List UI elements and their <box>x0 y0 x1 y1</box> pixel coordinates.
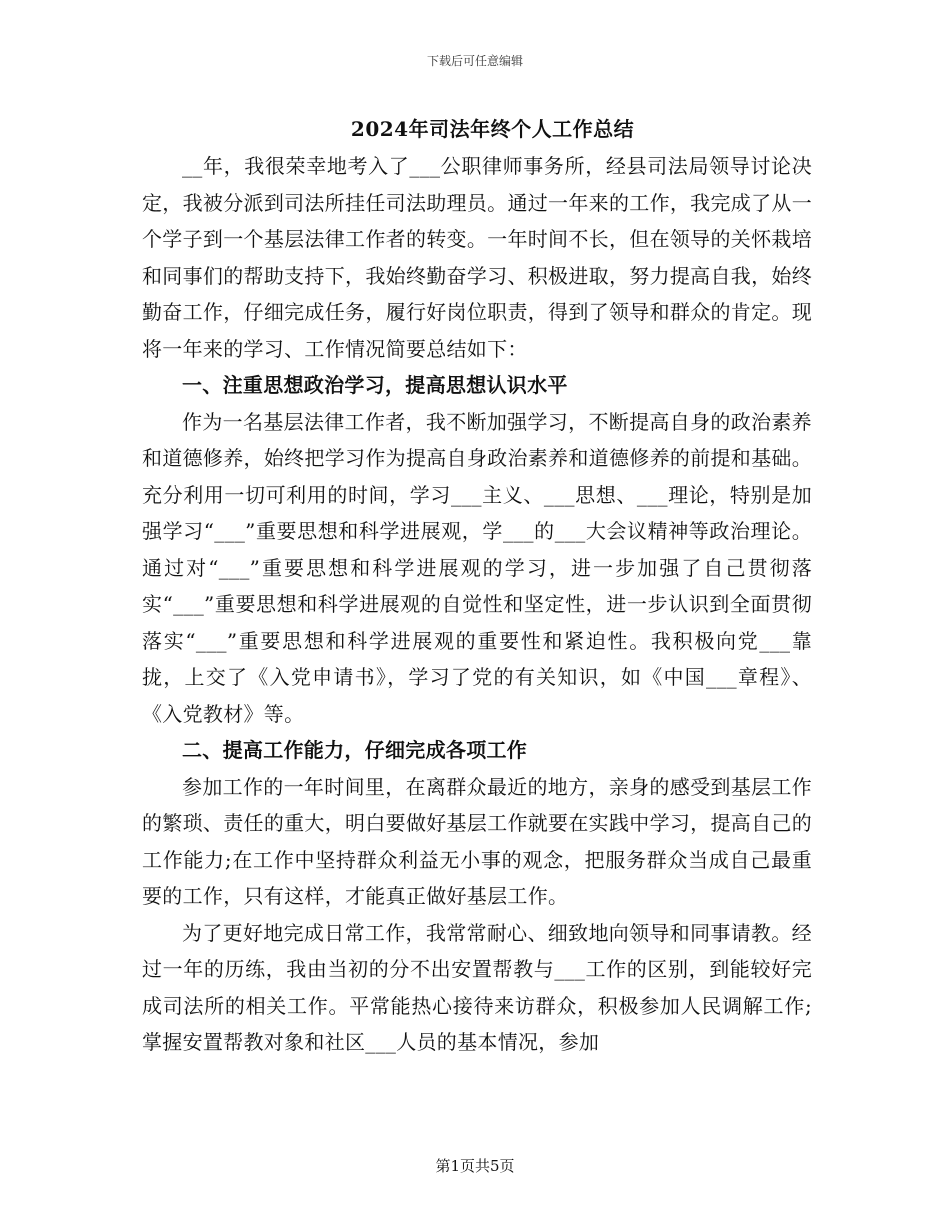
paragraph-work-ability: 参加工作的一年时间里，在离群众最近的地方，亲身的感受到基层工作的繁琐、责任的重大，明白要做好基层工作就要在实践中学习，提高自己的工作能力;在工作中坚持群众利益无小事的观念，把服务群众当成自己最重要的工作，只有这样，才能真正做好基层工作。 <box>142 774 812 908</box>
document-body <box>142 148 812 1061</box>
section-heading-1: 一、注重思想政治学习，提高思想认识水平 <box>182 373 568 397</box>
section-heading-2: 二、提高工作能力，仔细完成各项工作 <box>182 738 528 762</box>
paragraph-daily-work: 为了更好地完成日常工作，我常常耐心、细致地向领导和同事请教。经过一年的历练，我由当初的分不出安置帮教与___工作的区别，到能较好完成司法所的相关工作。平常能热心接待来访群众，积极参加人民调解工作;掌握安置帮教对象和社区___人员的基本情况，参加 <box>142 920 812 1054</box>
paragraph-intro: __年，我很荣幸地考入了___公职律师事务所，经县司法局领导讨论决定，我被分派到司法所挂任司法助理员。通过一年来的工作，我完成了从一个学子到一个基层法律工作者的转变。一年时间不长，但在领导的关怀栽培和同事们的帮助支持下，我始终勤奋学习、积极进取，努力提高自我，始终勤奋工作，仔细完成任务，履行好岗位职责，得到了领导和群众的肯定。现将一年来的学习、工作情况简要总结如下： <box>142 154 812 361</box>
header-note: 下载后可任意编辑 <box>426 54 523 68</box>
document-title: 2024年司法年终个人工作总结 <box>350 117 635 141</box>
page-number-footer: 第1页共5页 <box>435 1157 515 1175</box>
paragraph-political-study: 作为一名基层法律工作者，我不断加强学习，不断提高自身的政治素养和道德修养，始终把学习作为提高自身政治素养和道德修养的前提和基础。充分利用一切可利用的时间，学习___主义、___思想、___理论，特别是加强学习“___”重要思想和科学进展观，学___的___大会议精神等政治理论。通过对“___”重要思想和科学进展观的学习，进一步加强了自己贯彻落实“___”重要思想和科学进展观的自觉性和坚定性，进一步认识到全面贯彻落实“___”重要思想和科学进展观的重要性和紧迫性。我积极向党___靠拢，上交了《入党申请书》，学习了党的有关知识，如《中国___章程》、《入党教材》等。 <box>142 409 812 726</box>
